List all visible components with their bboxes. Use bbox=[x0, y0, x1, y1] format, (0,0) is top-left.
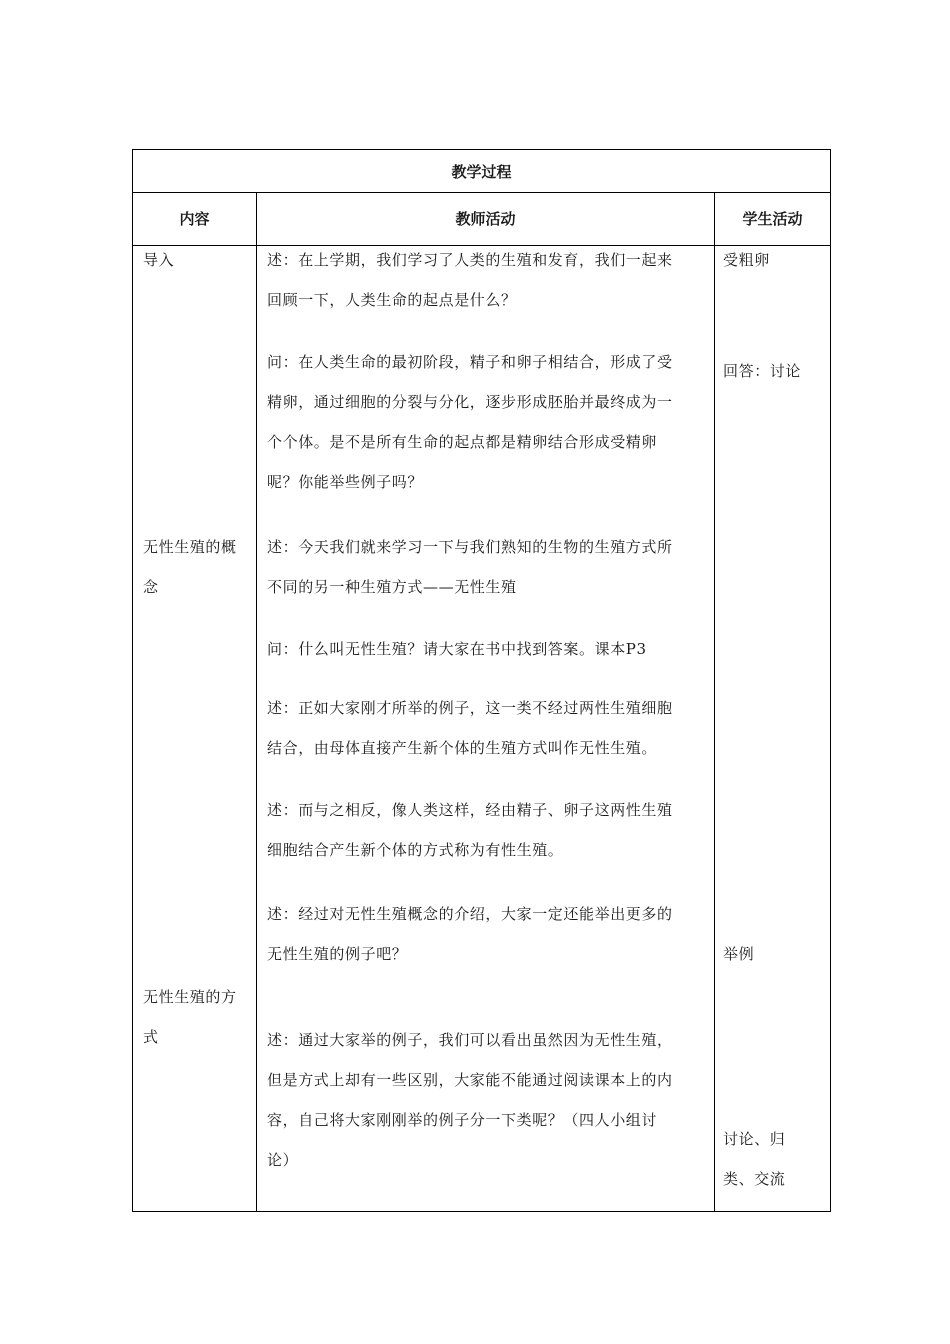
student-cell: 回答：讨论 bbox=[723, 362, 802, 380]
header-teacher-activity: 教师活动 bbox=[257, 192, 714, 246]
content-cell-methods: 无性生殖的方 式 bbox=[143, 988, 237, 1046]
student-cell: 举例 bbox=[723, 945, 755, 963]
student-cell: 讨论、归 类、交流 bbox=[723, 1130, 786, 1188]
teacher-paragraph: 述：今天我们就来学习一下与我们熟知的生物的生殖方式所 不同的另一种生殖方式——无性生殖 bbox=[267, 538, 673, 596]
header-student-activity: 学生活动 bbox=[715, 192, 830, 246]
column-divider bbox=[714, 192, 715, 1211]
teacher-paragraph: 问：在人类生命的最初阶段，精子和卵子相结合，形成了受 精卵，通过细胞的分裂与分化，逐步形成胚胎并最终成为一 个个体。是不是所有生命的起点都是精卵结合形成受精卵 呢？你能举些例子吗？ bbox=[267, 353, 673, 491]
teacher-paragraph: 述：通过大家举的例子，我们可以看出虽然因为无性生殖， 但是方式上却有一些区别，大家能不能通过阅读课本上的内 容，自己将大家刚刚举的例子分一下类呢？（四人小组讨 论） bbox=[267, 1031, 673, 1169]
teacher-paragraph: 述：经过对无性生殖概念的介绍，大家一定还能举出更多的 无性生殖的例子吧？ bbox=[267, 905, 673, 963]
column-divider bbox=[256, 192, 257, 1211]
student-cell: 受粗卵 bbox=[723, 251, 770, 269]
teacher-paragraph: 述：而与之相反，像人类这样，经由精子、卵子这两性生殖 细胞结合产生新个体的方式称为有性生殖。 bbox=[267, 801, 673, 859]
teacher-paragraph: 述：正如大家刚才所举的例子，这一类不经过两性生殖细胞 结合，由母体直接产生新个体的生殖方式叫作无性生殖。 bbox=[267, 699, 673, 757]
teaching-process-table bbox=[132, 149, 831, 1212]
teacher-paragraph: 述：在上学期，我们学习了人类的生殖和发育，我们一起来 回顾一下，人类生命的起点是什么？ bbox=[267, 251, 673, 309]
header-content: 内容 bbox=[133, 192, 256, 246]
content-cell-concept: 无性生殖的概 念 bbox=[143, 538, 237, 596]
teacher-paragraph: 问：什么叫无性生殖？请大家在书中找到答案。课本P3 bbox=[267, 640, 647, 658]
content-cell-intro: 导入 bbox=[143, 251, 175, 269]
table-title: 教学过程 bbox=[133, 150, 830, 193]
